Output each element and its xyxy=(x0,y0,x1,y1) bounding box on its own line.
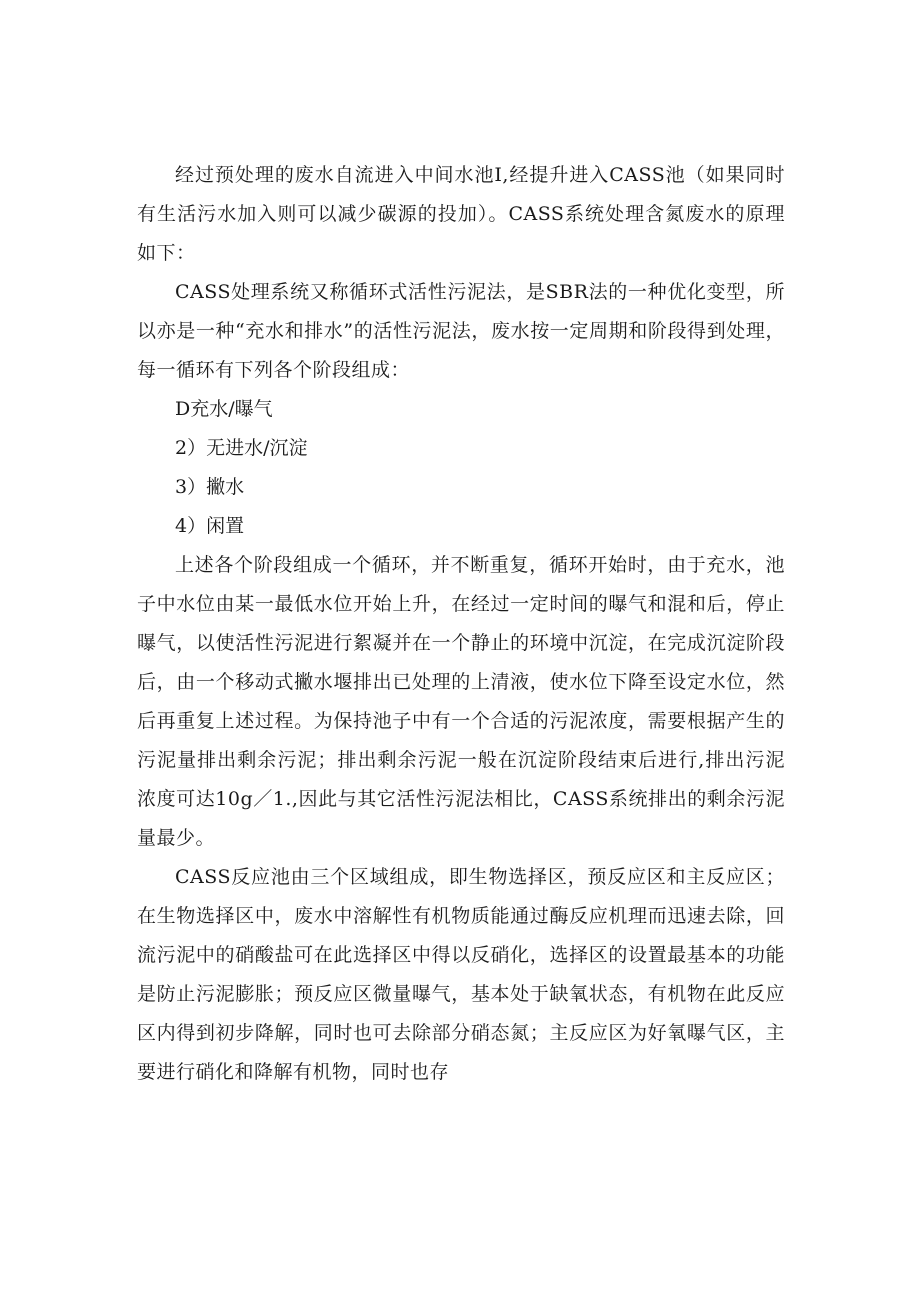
paragraph-reactor-zones: CASS反应池由三个区域组成，即生物选择区，预反应区和主反应区；在生物选择区中，废水中溶解性有机物质能通过酶反应机理而迅速去除，回流污泥中的硝酸盐可在此选择区中得以反硝化，选择区的设置最基本的功能是防止污泥膨胀；预反应区微量曝气，基本处于缺氧状态，有机物在此反应区内得到初步降解，同时也可去除部分硝态氮；主反应区为好氧曝气区，主要进行硝化和降解有机物，同时也存 xyxy=(137,866,785,1083)
list-item: 2）无进水/沉淀 xyxy=(175,437,308,459)
list-item: D充水/曝气 xyxy=(175,398,273,420)
paragraph-cycle-description: 上述各个阶段组成一个循环，并不断重复，循环开始时，由于充水，池子中水位由某一最低水位开始上升，在经过一定时间的曝气和混和后，停止曝气，以使活性污泥进行絮凝并在一个静止的环境中沉淀，在完成沉淀阶段后，由一个移动式撇水堰排出已处理的上清液，使水位下降至设定水位，然后再重复上述过程。为保持池子中有一个合适的污泥浓度，需要根据产生的污泥量排出剩余污泥；排出剩余污泥一般在沉淀阶段结束后进行,排出污泥浓度可达10g／1.,因此与其它活性污泥法相比，CASS系统排出的剩余污泥量最少。 xyxy=(137,554,785,849)
list-item: 3）撇水 xyxy=(175,476,245,498)
paragraph-pretreatment: 经过预处理的废水自流进入中间水池I,经提升进入CASS池（如果同时有生活污水加入则可以减少碳源的投加）。CASS系统处理含氮废水的原理如下： xyxy=(137,164,785,264)
paragraph-cass-intro: CASS处理系统又称循环式活性污泥法，是SBR法的一种优化变型，所以亦是一种“充水和排水”的活性污泥法，废水按一定周期和阶段得到处理，每一循环有下列各个阶段组成： xyxy=(137,281,785,381)
document-page xyxy=(137,156,785,1092)
list-item: 4）闲置 xyxy=(175,515,245,537)
